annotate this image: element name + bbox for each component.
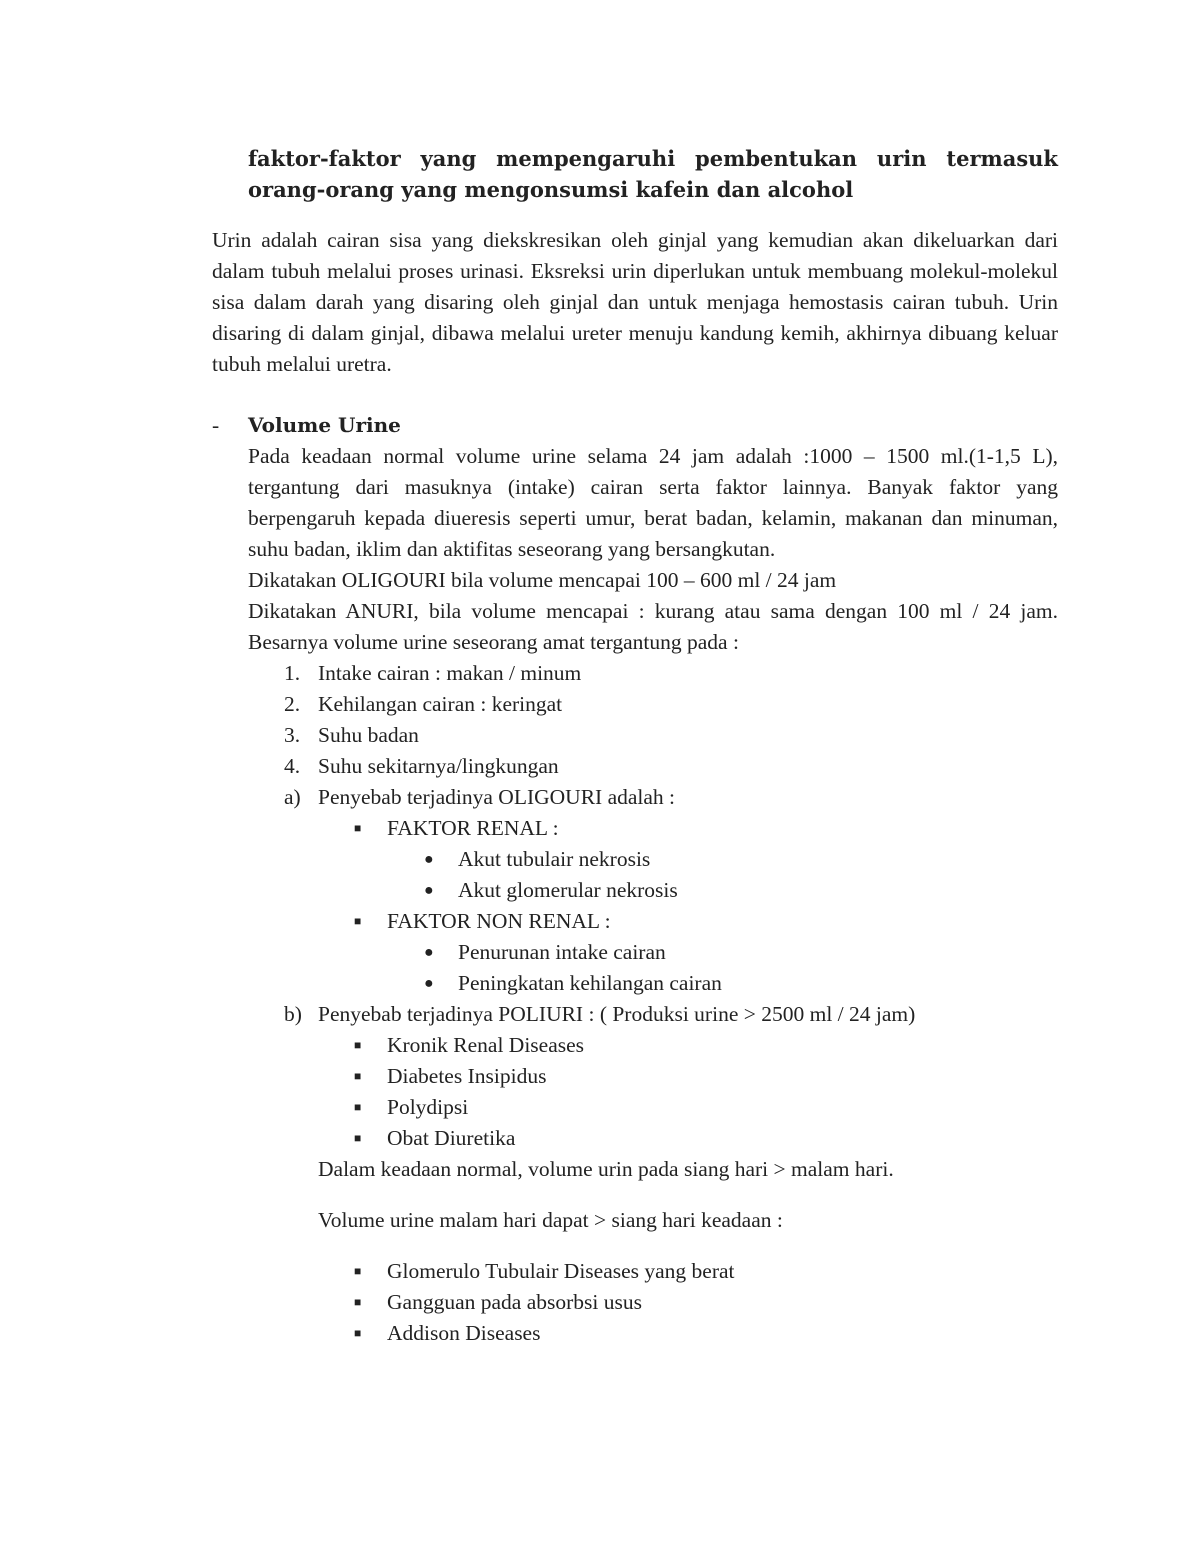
list-item [248,720,1058,751]
list-item [248,751,1058,782]
list-item [248,1256,1058,1287]
section-body [248,410,1058,1349]
square-bullet-icon: ■ [354,1069,362,1083]
list-item [248,1318,1058,1349]
volume-paragraph: Pada keadaan normal volume urine selama 24 jam adalah :1000 – 1500 ml.(1-1,5 L), tergantung dari masuknya (intake) cairan serta faktor lainnya. Banyak faktor yang berpengaruh kepada diueresis seperti umur, berat badan, kelamin, makanan dan minuman, suhu badan, iklim dan aktifitas seseorang yang bersangkutan. [248,444,1058,561]
section-heading: Volume Urine [248,413,401,437]
list-item [248,875,1058,906]
list-item-text: Penyebab terjadinya POLIURI : ( Produksi urine > 2500 ml / 24 jam) [318,1002,916,1026]
list-item [248,844,1058,875]
square-bullet-icon: ■ [354,1295,362,1309]
square-bullet-icon: ■ [354,914,362,928]
square-bullet-list [248,1030,1058,1154]
square-bullet-icon: ■ [354,1038,362,1052]
document-title: faktor-faktor yang mempengaruhi pembentukan urin termasuk orang-orang yang mengonsumsi kafein dan alcohol [248,146,1058,202]
list-item [248,968,1058,999]
list-item-text: Polydipsi [387,1095,469,1119]
list-marker: 1. [284,661,301,685]
dash-marker: - [212,413,220,437]
list-item-text: Suhu badan [318,723,419,747]
dot-bullet-icon: ● [424,882,434,899]
list-item-text: Glomerulo Tubulair Diseases yang berat [387,1259,735,1283]
list-item [248,1092,1058,1123]
list-item [248,813,1058,844]
dot-bullet-list [248,937,1058,999]
list-item [248,937,1058,968]
square-bullet-list [248,1256,1058,1349]
list-marker: 3. [284,723,301,747]
list-item [248,1123,1058,1154]
oligouri-line: Dikatakan OLIGOURI bila volume mencapai 100 – 600 ml / 24 jam [248,568,837,592]
list-item-text: Suhu sekitarnya/lingkungan [318,754,559,778]
list-item-text: Gangguan pada absorbsi usus [387,1290,642,1314]
list-item-text: Akut glomerular nekrosis [458,878,678,902]
square-bullet-icon: ■ [354,821,362,835]
list-item-text: Penyebab terjadinya OLIGOURI adalah : [318,785,676,809]
list-item [248,1287,1058,1318]
list-item-text: Kronik Renal Diseases [387,1033,585,1057]
list-item [248,689,1058,720]
square-bullet-icon: ■ [354,1100,362,1114]
list-item-a [248,782,1058,813]
alpha-list [248,999,1058,1030]
list-item-text: Akut tubulair nekrosis [458,847,651,871]
list-marker: 2. [284,692,301,716]
normal-volume-note: Dalam keadaan normal, volume urin pada siang hari > malam hari. [318,1157,894,1181]
list-item-text: Penurunan intake cairan [458,940,666,964]
list-item [248,658,1058,689]
list-item [248,906,1058,937]
square-bullet-list [248,813,1058,844]
square-bullet-list [248,906,1058,937]
list-item [248,1030,1058,1061]
alpha-list [248,782,1058,813]
list-marker: b) [284,1002,302,1026]
list-item-text: Obat Diuretika [387,1126,516,1150]
list-item-text: FAKTOR RENAL : [387,816,559,840]
numbered-list [248,658,1058,782]
dot-bullet-icon: ● [424,975,434,992]
list-item-text: FAKTOR NON RENAL : [387,909,611,933]
list-marker: a) [284,785,301,809]
square-bullet-icon: ■ [354,1264,362,1278]
intro-paragraph: Urin adalah cairan sisa yang diekskresikan oleh ginjal yang kemudian akan dikeluarkan dari dalam tubuh melalui proses urinasi. Eksreksi urin diperlukan untuk membuang molekul-molekul sisa dalam darah yang disaring oleh ginjal dan untuk menjaga hemostasis cairan tubuh. Urin disaring di dalam ginjal, dibawa melalui ureter menuju kandung kemih, akhirnya dibuang keluar tubuh melalui uretra. [212,228,1058,376]
square-bullet-icon: ■ [354,1131,362,1145]
list-marker: 4. [284,754,301,778]
dot-bullet-list [248,844,1058,906]
night-volume-note: Volume urine malam hari dapat > siang hari keadaan : [318,1208,783,1232]
volume-urine-section [212,410,1058,1349]
dot-bullet-icon: ● [424,851,434,868]
list-item-text: Kehilangan cairan : keringat [318,692,563,716]
dot-bullet-icon: ● [424,944,434,961]
anuri-line: Dikatakan ANURI, bila volume mencapai : kurang atau sama dengan 100 ml / 24 jam. Besarnya volume urine seseorang amat tergantung pada : [248,599,1058,654]
list-item-text: Addison Diseases [387,1321,541,1345]
list-item-text: Diabetes Insipidus [387,1064,547,1088]
square-bullet-icon: ■ [354,1326,362,1340]
list-item-text: Peningkatan kehilangan cairan [458,971,722,995]
list-item-text: Intake cairan : makan / minum [318,661,582,685]
list-item [248,1061,1058,1092]
list-item-b [248,999,1058,1030]
